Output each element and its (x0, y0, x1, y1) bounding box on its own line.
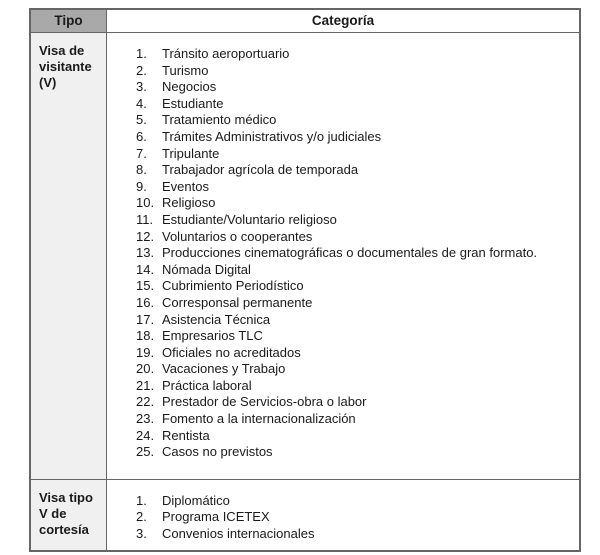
item-number: 3. (136, 79, 147, 95)
item-text: Casos no previstos (162, 444, 273, 460)
item-number: 16. (136, 294, 155, 310)
item-text: Tripulante (162, 145, 220, 161)
visa-visitante-categories-cell (107, 33, 579, 479)
item-number: 22. (136, 394, 155, 410)
category-item (136, 428, 573, 445)
item-text: Producciones cinematográficas o documentales de gran formato. (162, 245, 538, 261)
item-number: 5. (136, 112, 147, 128)
category-item (136, 79, 573, 96)
item-text: Negocios (162, 79, 217, 95)
item-number: 21. (136, 377, 155, 393)
item-text: Programa ICETEX (162, 509, 270, 525)
category-item (136, 46, 573, 63)
category-item (136, 345, 573, 362)
item-text: Religioso (162, 195, 216, 211)
category-item (136, 146, 573, 163)
item-number: 13. (136, 245, 155, 261)
category-item (136, 328, 573, 345)
visa-visitante-category-list (107, 33, 579, 479)
item-text: Trámites Administrativos y/o judiciales (162, 128, 382, 144)
table-header-row (31, 10, 579, 32)
visa-cortesia-category-list (107, 480, 579, 550)
item-text: Diplomático (162, 492, 230, 508)
item-text: Asistencia Técnica (162, 311, 271, 327)
category-item (136, 112, 573, 129)
item-text: Nómada Digital (162, 261, 251, 277)
category-item (136, 179, 573, 196)
item-text: Convenios internacionales (162, 526, 315, 542)
item-number: 1. (136, 46, 147, 61)
item-number: 1. (136, 492, 147, 508)
item-number: 25. (136, 444, 155, 460)
category-item (136, 162, 573, 179)
categoria-header-cell (107, 10, 579, 32)
item-text: Trabajador agrícola de temporada (162, 162, 359, 178)
category-item (136, 63, 573, 80)
category-item (136, 312, 573, 329)
category-item (136, 195, 573, 212)
category-item (136, 96, 573, 113)
item-number: 7. (136, 145, 147, 161)
category-item (136, 245, 573, 262)
tipo-header-cell (31, 10, 107, 32)
item-number: 6. (136, 128, 147, 144)
category-item (136, 129, 573, 146)
category-item (136, 378, 573, 395)
category-item (136, 509, 573, 526)
category-item (136, 278, 573, 295)
item-text: Fomento a la internacionalización (162, 411, 356, 427)
category-item (136, 295, 573, 312)
category-item (136, 526, 573, 543)
item-text: Turismo (162, 62, 209, 78)
category-item (136, 229, 573, 246)
item-number: 8. (136, 162, 147, 178)
item-text: Práctica laboral (162, 377, 252, 393)
visa-visitante-tipo-cell (31, 33, 107, 479)
item-text: Estudiante/Voluntario religioso (162, 211, 337, 227)
category-item (136, 493, 573, 510)
item-number: 10. (136, 195, 155, 211)
item-text: Corresponsal permanente (162, 294, 313, 310)
item-text: Tratamiento médico (162, 112, 277, 128)
item-number: 9. (136, 178, 147, 194)
visa-cortesia-label: Visa tipo V de cortesía (39, 489, 93, 537)
item-text: Estudiante (162, 95, 224, 111)
item-text: Tránsito aeroportuario (162, 46, 290, 61)
table-row-visa-cortesia (31, 479, 579, 550)
table-row-visa-visitante (31, 32, 579, 479)
visa-cortesia-categories-cell (107, 480, 579, 550)
item-number: 3. (136, 526, 147, 542)
item-text: Empresarios TLC (162, 328, 263, 344)
visa-cortesia-tipo-cell (31, 480, 107, 550)
categoria-column-header: Categoría (311, 13, 375, 29)
item-number: 12. (136, 228, 155, 244)
category-item (136, 394, 573, 411)
item-text: Vacaciones y Trabajo (162, 361, 286, 377)
item-number: 2. (136, 509, 147, 525)
item-text: Voluntarios o cooperantes (162, 228, 313, 244)
item-text: Cubrimiento Periodístico (162, 278, 304, 294)
item-number: 14. (136, 261, 155, 277)
category-item (136, 444, 573, 461)
item-text: Oficiales no acreditados (162, 344, 301, 360)
item-number: 24. (136, 427, 155, 443)
visa-types-table (29, 8, 581, 552)
item-number: 4. (136, 95, 147, 111)
item-number: 17. (136, 311, 155, 327)
item-number: 18. (136, 328, 155, 344)
item-text: Eventos (162, 178, 209, 194)
item-text: Rentista (162, 427, 210, 443)
item-number: 11. (136, 211, 154, 227)
visa-visitante-label: Visa de visitante (V) (39, 43, 92, 90)
item-number: 2. (136, 62, 147, 78)
category-item (136, 212, 573, 229)
item-number: 15. (136, 278, 155, 294)
category-item (136, 262, 573, 279)
tipo-column-header: Tipo (54, 13, 83, 29)
item-number: 23. (136, 411, 155, 427)
category-item (136, 411, 573, 428)
item-number: 20. (136, 361, 155, 377)
item-number: 19. (136, 344, 155, 360)
category-item (136, 361, 573, 378)
item-text: Prestador de Servicios-obra o labor (162, 394, 367, 410)
